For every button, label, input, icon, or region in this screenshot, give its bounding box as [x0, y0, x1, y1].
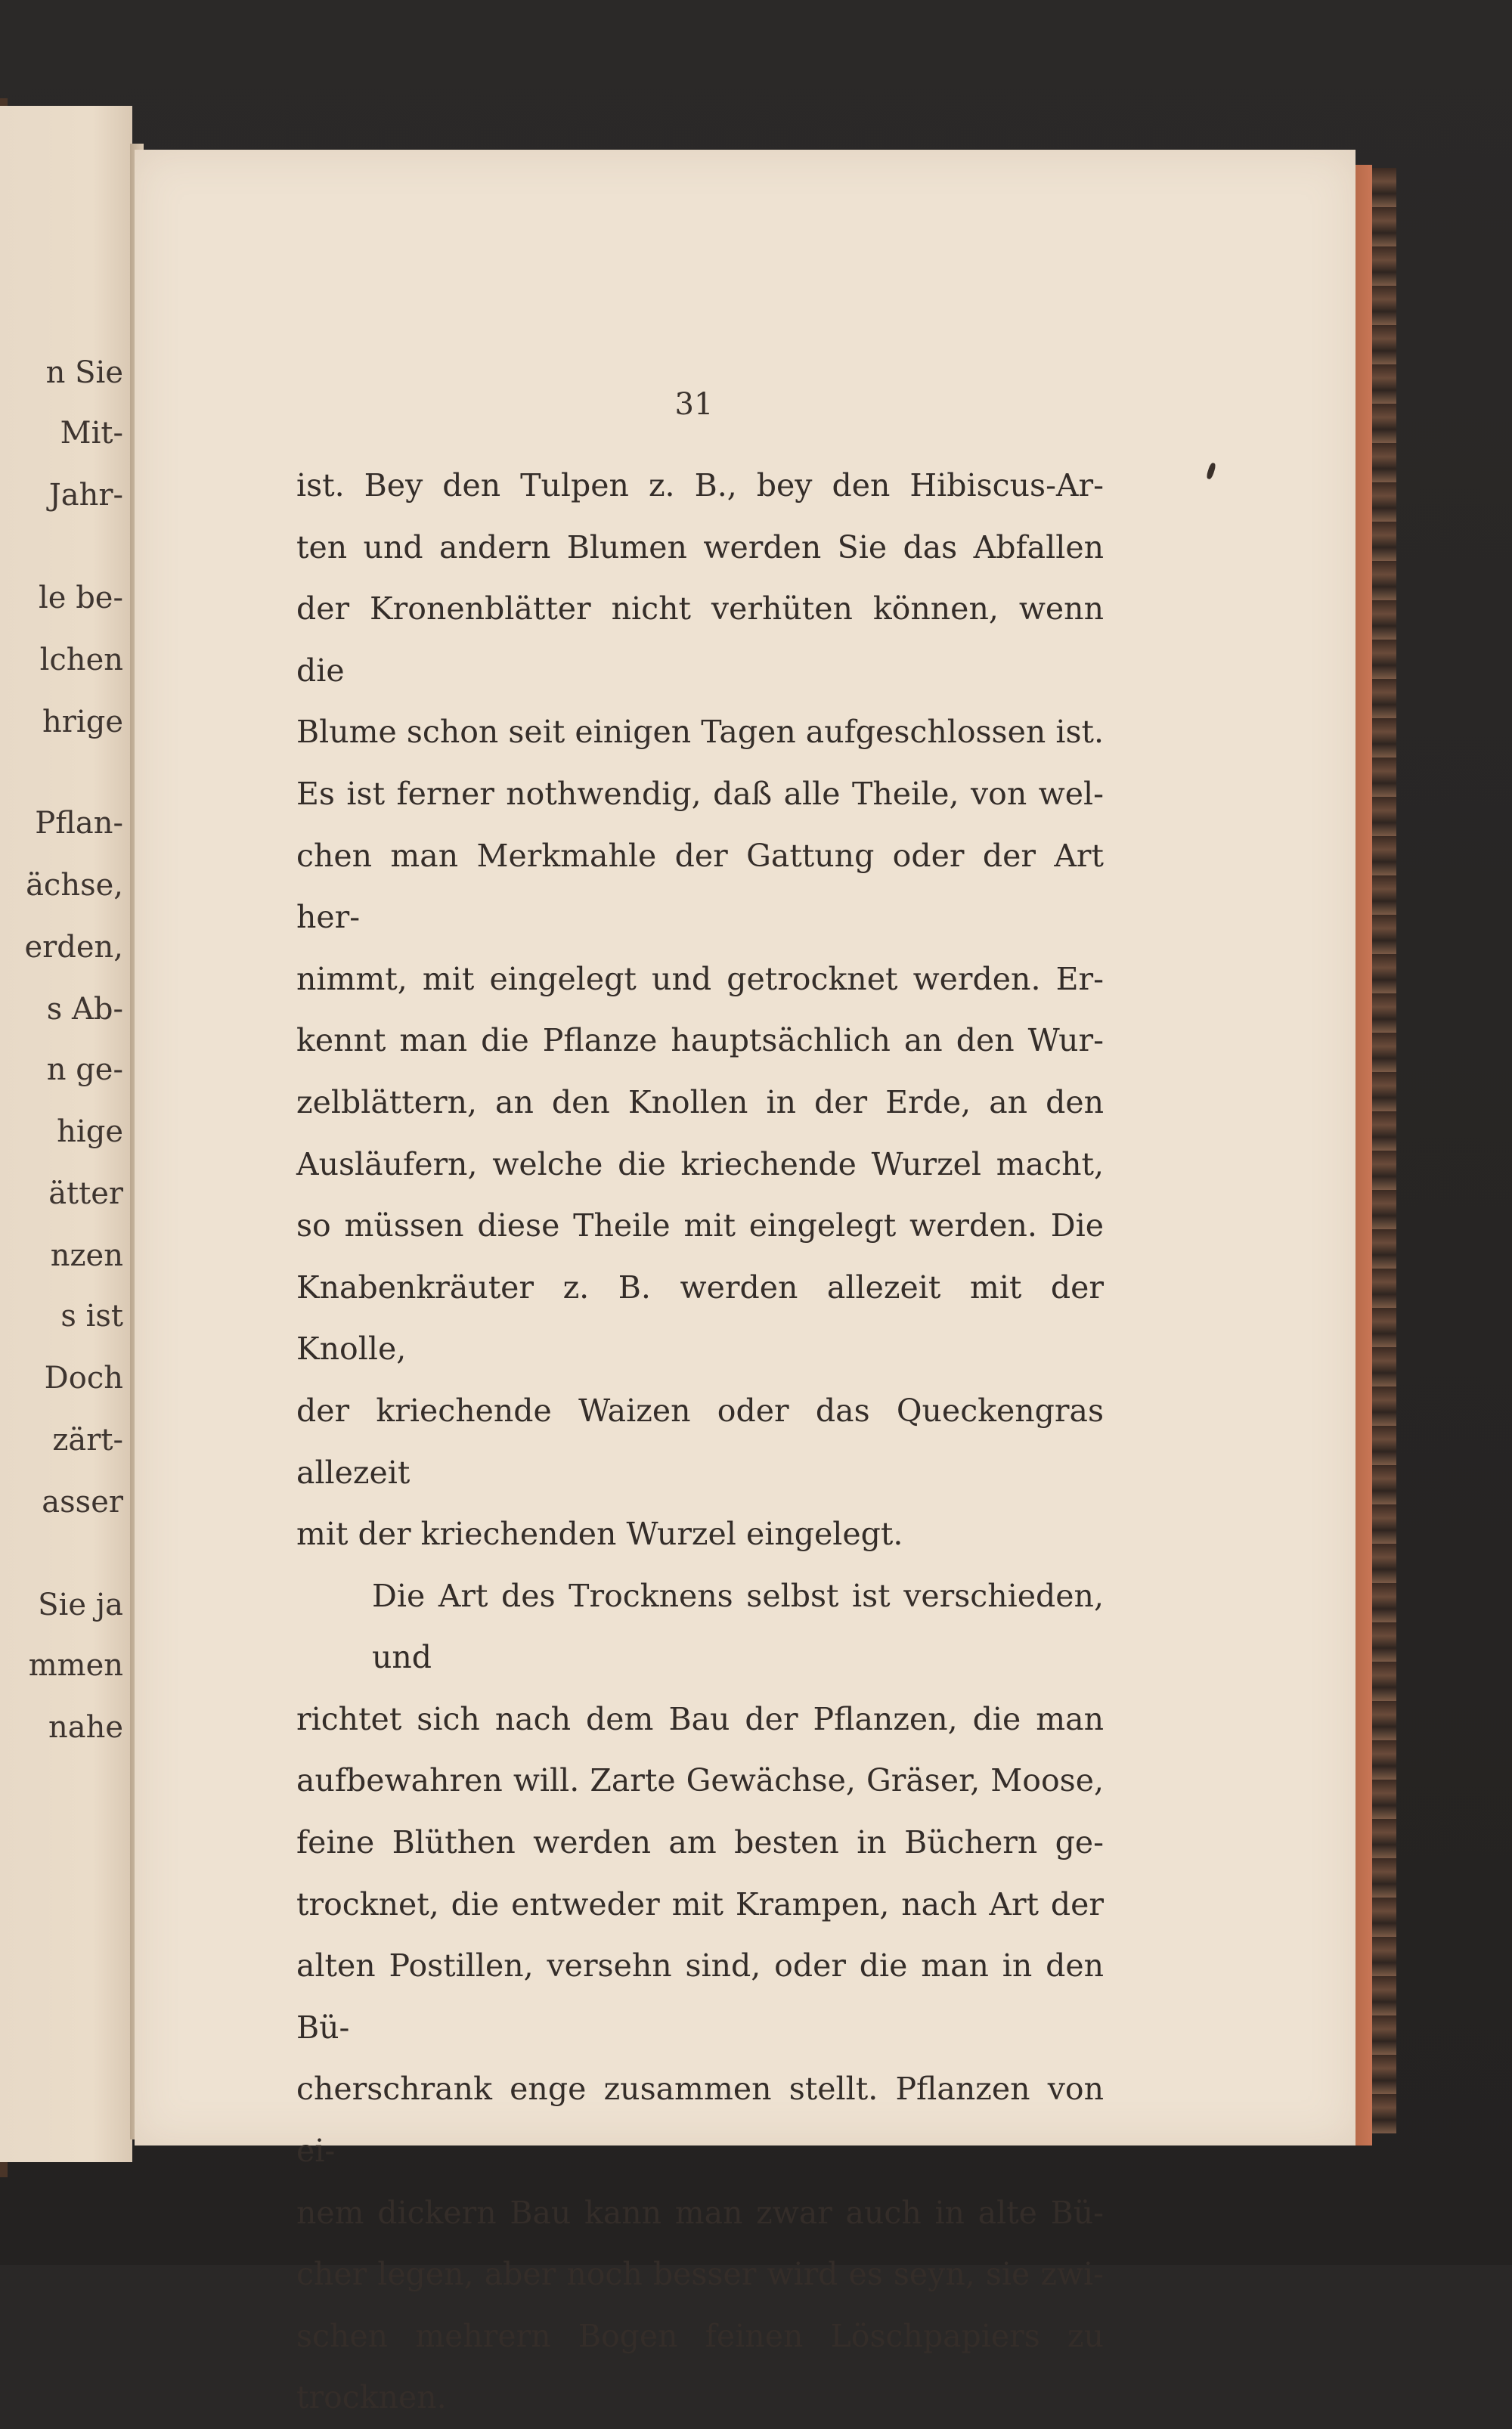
left-page-fragment: hige: [57, 1114, 123, 1149]
left-page-fragment: mmen: [28, 1648, 123, 1683]
text-line: ist. Bey den Tulpen z. B., bey den Hibiscus-Ar-: [296, 467, 1104, 503]
text-line: trocknet, die entweder mit Krampen, nach Art der: [296, 1885, 1104, 1922]
left-page-fragment: Sie ja: [38, 1588, 123, 1622]
text-line: cher legen, aber noch besser wird es seyn, sie zwi-: [296, 2256, 1104, 2293]
text-line: Knabenkräuter z. B. werden allezeit mit der Knolle,: [296, 1269, 1104, 1368]
left-page-fragment: ätter: [48, 1176, 123, 1211]
left-page-fragment: Pflan-: [35, 806, 123, 841]
left-page-fragment: Jahr-: [48, 478, 123, 513]
text-line: der kriechende Waizen oder das Queckengras allezeit: [296, 1392, 1104, 1491]
text-line: nem dickern Bau kann man zwar auch in alte Bü-: [296, 2194, 1104, 2231]
text-line: Blume schon seit einigen Tagen aufgeschlossen ist.: [296, 714, 1104, 751]
left-page-fragment: lchen: [39, 643, 123, 677]
text-line: kennt man die Pflanze hauptsächlich an den Wur-: [296, 1022, 1104, 1059]
left-page-fragment: Mit-: [60, 416, 123, 451]
text-line: schen mehrern Bogen feinen Löschpapiers zu trocknen.: [296, 2317, 1104, 2416]
left-page-fragment: asser: [42, 1485, 123, 1520]
text-line: alten Postillen, versehn sind, oder die man in den Bü-: [296, 1947, 1104, 2046]
text-line: richtet sich nach dem Bau der Pflanzen, die man: [296, 1700, 1104, 1737]
book-cover-edge: [1372, 168, 1396, 2133]
page-number: 31: [674, 387, 714, 422]
left-page-fragment: nahe: [48, 1710, 123, 1745]
left-page-fragment: hrige: [42, 705, 123, 739]
left-page-fragment: nzen: [50, 1238, 123, 1273]
left-page-fragment: s ist: [60, 1299, 123, 1334]
left-page-fragment: erden,: [24, 930, 123, 965]
text-line: mit der kriechenden Wurzel eingelegt.: [296, 1516, 903, 1553]
left-page-fragment: n Sie: [45, 355, 123, 390]
text-line: chen man Merkmahle der Gattung oder der Art her-: [296, 837, 1104, 936]
text-line: nimmt, mit eingelegt und getrocknet werden. Er-: [296, 960, 1104, 997]
text-line: Ausläufern, welche die kriechende Wurzel macht,: [296, 1145, 1104, 1182]
text-line: ten und andern Blumen werden Sie das Abfallen: [296, 528, 1104, 565]
left-page-fragment: n ge-: [46, 1052, 123, 1087]
text-line: der Kronenblätter nicht verhüten können, wenn die: [296, 590, 1104, 689]
left-page-fragment: zärt-: [52, 1423, 123, 1458]
text-line: Es ist ferner nothwendig, daß alle Theile, von wel-: [296, 775, 1104, 812]
text-line: zelblättern, an den Knollen in der Erde, an den: [296, 1083, 1104, 1120]
page-body-text: [296, 455, 1104, 2429]
left-page-fragment: ächse,: [26, 868, 123, 903]
text-line: aufbewahren will. Zarte Gewächse, Gräser, Moose,: [296, 1762, 1104, 1799]
text-line: cherschrank enge zusammen stellt. Pflanzen von ei-: [296, 2071, 1104, 2170]
text-line: Die Art des Trocknens selbst ist verschieden, und: [372, 1577, 1104, 1676]
left-page: [0, 106, 132, 2162]
text-line: so müssen diese Theile mit eingelegt werden. Die: [296, 1207, 1104, 1244]
left-page-fragment: Doch: [44, 1361, 123, 1396]
text-line: feine Blüthen werden am besten in Büchern ge-: [296, 1824, 1104, 1861]
page-fore-edge: [1356, 165, 1372, 2146]
left-page-fragment: le be-: [39, 581, 123, 615]
left-page-fragment: s Ab-: [46, 992, 123, 1027]
